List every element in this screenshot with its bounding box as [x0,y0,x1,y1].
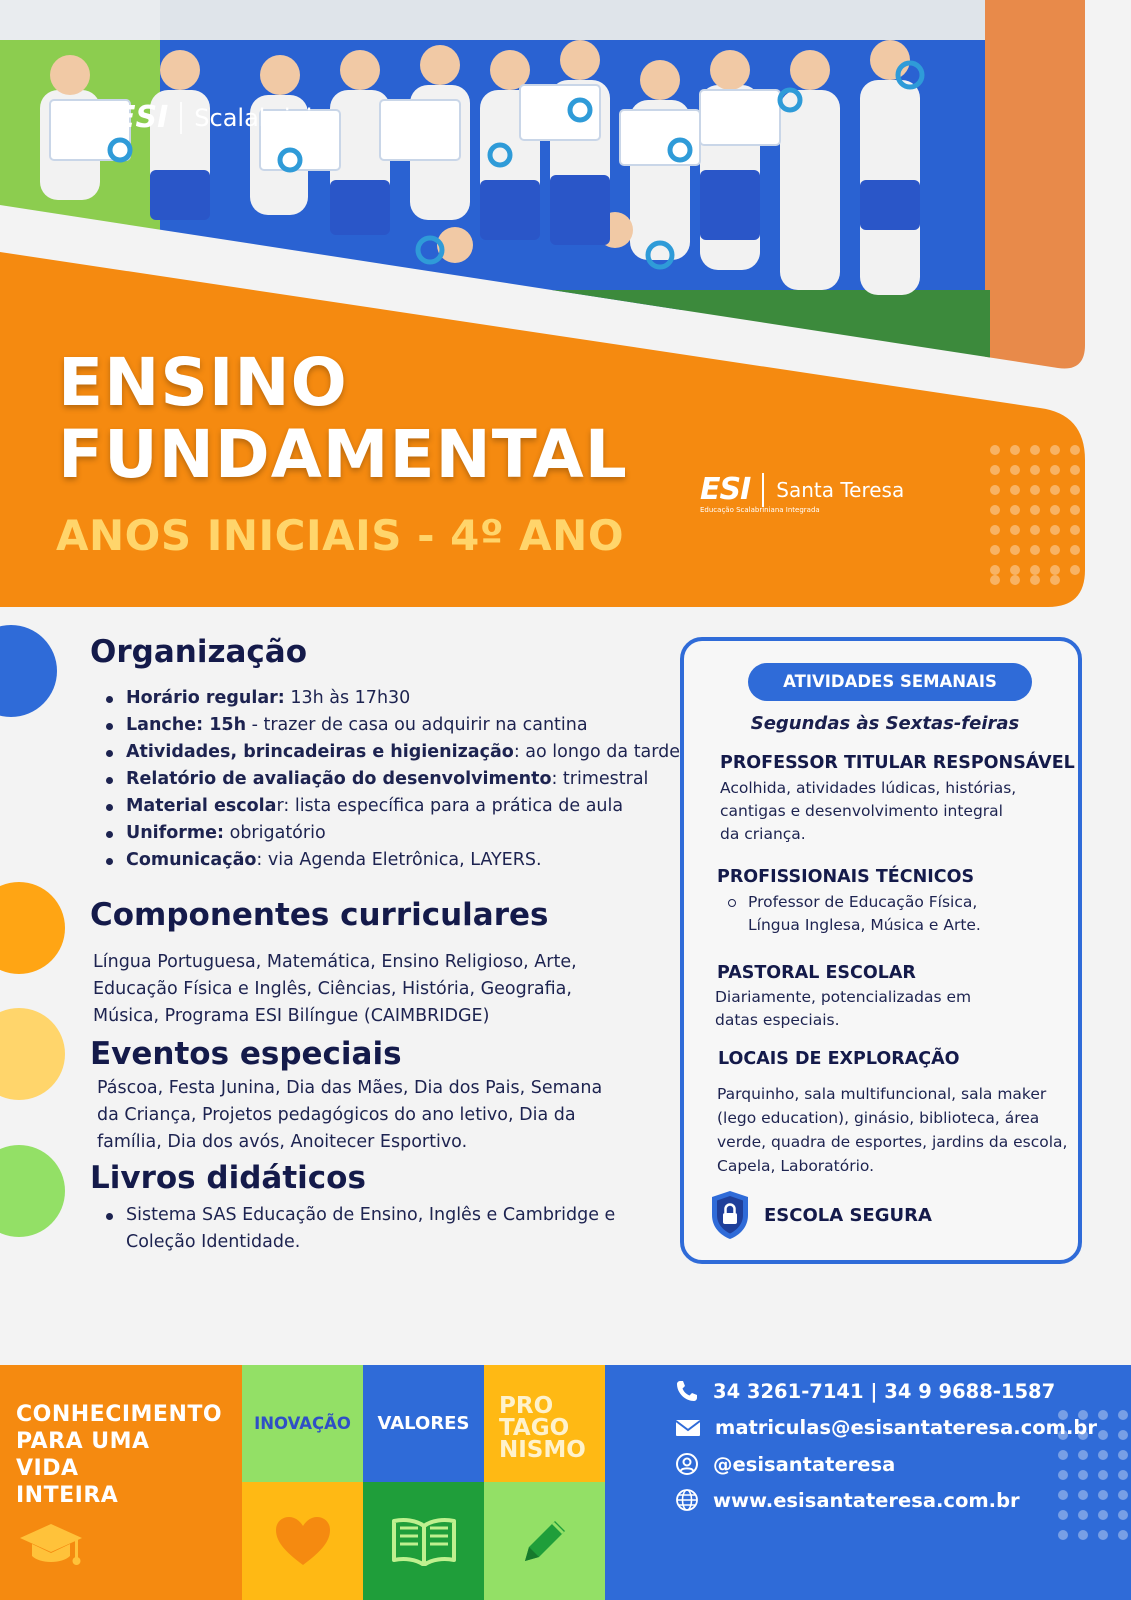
text-line: Capela, Laboratório. [717,1157,875,1175]
website-row [675,1488,1020,1512]
item-label: Atividades, brincadeiras e higienização [126,742,514,762]
item-text: Língua Inglesa, Música e Arte. [748,916,981,934]
text-line: datas especiais. [715,1011,840,1029]
email-text[interactable]: matriculas@esisantateresa.com.br [715,1416,1097,1439]
page-title-line2: FUNDAMENTAL [58,416,628,493]
escola-segura-label: ESCOLA SEGURA [764,1204,932,1226]
deco-circle-green [0,1145,65,1237]
professor-title: PROFESSOR TITULAR RESPONSÁVEL [720,753,1075,773]
instagram-text[interactable]: @esisantateresa [713,1452,896,1476]
atividades-card [680,637,1082,1264]
atividades-pill: ATIVIDADES SEMANAIS [748,663,1032,701]
profissionais-list [722,891,981,937]
deco-circle-yellow [0,1008,65,1100]
locais-title: LOCAIS DE EXPLORAÇÃO [718,1049,960,1069]
text-line: Acolhida, atividades lúdicas, histórias, [720,779,1017,797]
livros-title: Livros didáticos [90,1160,366,1196]
item-text: Coleção Identidade. [126,1232,301,1252]
inovacao-tile [242,1365,363,1482]
list-item [106,820,680,847]
globe-icon [675,1488,699,1512]
pastoral-title: PASTORAL ESCOLAR [717,963,916,983]
user-circle-icon [675,1452,699,1476]
text-line: Diariamente, potencializadas em [715,988,972,1006]
text-line: Educação Física e Inglês, Ciências, História, Geografia, [93,979,572,999]
page-subtitle: ANOS INICIAIS - 4º ANO [56,511,625,560]
livros-list [106,1202,615,1256]
protagonismo-label: PRO TAGO NISMO [499,1393,586,1463]
escola-segura [708,1189,932,1241]
item-label: Uniforme: [126,823,225,843]
instagram-row [675,1452,895,1476]
organizacao-list [106,685,680,874]
photo-logo-unit: Scalabrini [194,103,313,132]
footer [0,1365,1131,1600]
componentes-title: Componentes curriculares [90,897,549,933]
item-label: Comunicação [126,850,257,870]
esi-logo-mark: ESI [115,100,169,135]
deco-circle-blue [0,625,57,717]
text-line: (lego education), ginásio, biblioteca, área [717,1109,1040,1127]
contact-panel [605,1365,1131,1600]
page-title-line1: ENSINO [58,344,348,421]
list-item [106,1202,615,1256]
text-line: da criança. [720,825,806,843]
item-text: r: lista específica para a prática de aula [276,796,624,816]
locais-text [717,1082,1067,1178]
item-text: Sistema SAS Educação de Ensino, Inglês e Cambridge e [126,1205,616,1225]
pencil-icon [519,1515,571,1567]
open-book-icon [390,1516,458,1566]
professor-text [720,777,1016,846]
organizacao-title: Organização [90,634,307,670]
text-line: família, Dia dos avós, Anoitecer Esportivo. [97,1132,468,1152]
deco-circle-orange [0,882,65,974]
list-item [106,712,680,739]
atividades-subtitle: Segundas às Sextas-feiras [750,713,1020,734]
item-text: : via Agenda Eletrônica, LAYERS. [256,850,542,870]
item-text: Professor de Educação Física, [748,893,978,911]
slogan-text: CONHECIMENTO PARA UMA VIDA INTEIRA [16,1402,223,1508]
list-item [106,766,680,793]
phone-icon [675,1379,699,1403]
inovacao-label: INOVAÇÃO [254,1414,351,1433]
text-line: verde, quadra de esportes, jardins da escola, [717,1133,1068,1151]
text-line: Língua Portuguesa, Matemática, Ensino Religioso, Arte, [93,952,577,972]
item-label: Relatório de avaliação do desenvolvimento [126,769,552,789]
text-line: da Criança, Projetos pedagógicos do ano letivo, Dia da [97,1105,576,1125]
item-label: Horário regular: [126,688,285,708]
pencil-tile [484,1482,605,1600]
graduation-cap-icon [18,1520,84,1572]
list-item [106,847,680,874]
item-text: - trazer de casa ou adquirir na cantina [246,715,588,735]
eventos-text [97,1075,602,1156]
esi-logo-tagline: Educação Scalabriniana Integrada [700,506,820,514]
shield-lock-icon [708,1189,752,1241]
list-item [106,739,680,766]
valores-label: VALORES [377,1413,470,1434]
logo-unit-name: Santa Teresa [776,477,905,502]
text-line: Parquinho, sala multifuncional, sala maker [717,1085,1047,1103]
esi-santa-teresa-logo [700,472,905,514]
esi-logo-mark: ESI [700,472,751,507]
item-text: obrigatório [224,823,326,843]
componentes-text [93,949,577,1030]
footer-dots-pattern [1055,1407,1131,1553]
website-text[interactable]: www.esisantateresa.com.br [713,1488,1020,1512]
valores-tile [363,1365,484,1482]
text-line: Páscoa, Festa Junina, Dia das Mães, Dia dos Pais, Semana [97,1078,603,1098]
protagonismo-tile [484,1365,605,1482]
eventos-title: Eventos especiais [90,1036,402,1072]
email-row [675,1416,1097,1439]
item-label: Lanche: 15h [126,715,247,735]
item-text: : trimestral [551,769,649,789]
logo-separator [762,473,764,507]
heart-icon [274,1515,332,1567]
pastoral-text [715,986,971,1032]
heart-tile [242,1482,363,1600]
item-text: : ao longo da tarde [513,742,681,762]
text-line: cantigas e desenvolvimento integral [720,802,1003,820]
list-item [722,891,981,937]
profissionais-title: PROFISSIONAIS TÉCNICOS [717,867,975,887]
phone-row [675,1379,1055,1403]
hero [0,0,1131,610]
envelope-icon [675,1418,701,1438]
list-item [106,685,680,712]
list-item [106,793,680,820]
book-tile [363,1482,484,1600]
item-label: Material escola [126,796,277,816]
text-line: Música, Programa ESI Bilíngue (CAIMBRIDGE) [93,1006,490,1026]
slogan-tile [0,1365,242,1600]
item-text: 13h às 17h30 [284,688,411,708]
phone-text[interactable]: 34 3261-7141 | 34 9 9688-1587 [713,1379,1056,1403]
